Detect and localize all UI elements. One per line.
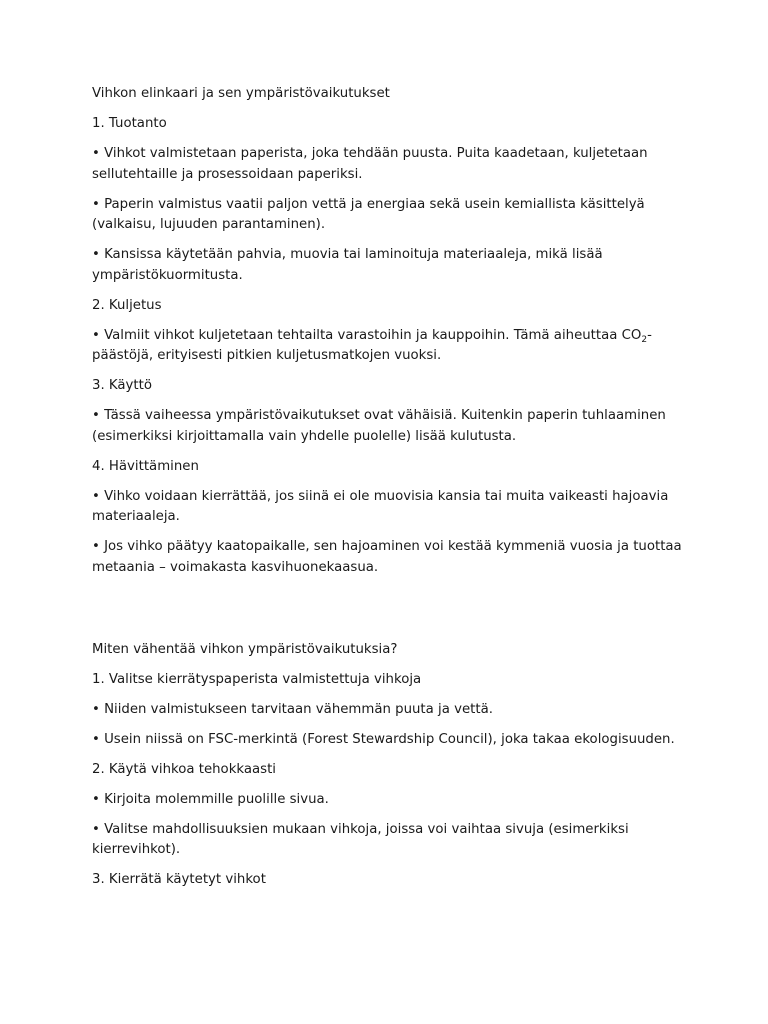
bullet-production-1: • Vihkot valmistetaan paperista, joka tehdään puusta. Puita kaadetaan, kuljetetaan sellutehtaille ja prosessoidaan paperiksi. [92,146,648,182]
co2-subscript: 2 [641,334,648,345]
heading-recycle: 3. Kierrätä käytetyt vihkot [92,872,266,887]
bullet-disposal-1: • Vihko voidaan kierrättää, jos siinä ei ole muovisia kansia tai muita vaikeasti hajoavia materiaaleja. [92,488,669,524]
bullet-transport-text-b: -päästöjä, erityisesti pitkien kuljetusmatkojen vuoksi. [92,327,652,363]
document-page [92,84,692,900]
heading-use: 3. Käyttö [92,378,152,393]
bullet-transport [92,326,692,367]
section-gap [92,588,692,640]
heading-recycled-paper: 1. Valitse kierrätyspaperista valmistettuja vihkoja [92,671,422,687]
bullet-use: • Tässä vaiheessa ympäristövaikutukset ovat vähäisiä. Kuitenkin paperin tuhlaaminen (esimerkiksi kirjoittamalla vain yhdelle puolelle) lisää kulutusta. [92,408,666,444]
bullet-production-3: • Kansissa käytetään pahvia, muovia tai laminoituja materiaaleja, mikä lisää ympäristökuormitusta. [92,247,603,283]
bullet-recycled-1: • Niiden valmistukseen tarvitaan vähemmän puuta ja vettä. [92,701,493,717]
heading-disposal: 4. Hävittäminen [92,458,199,474]
section2-title: Miten vähentää vihkon ympäristövaikutuksia? [92,641,398,657]
bullet-production-2: • Paperin valmistus vaatii paljon vettä ja energiaa sekä usein kemiallista käsittelyä (valkaisu, lujuuden parantaminen). [92,196,645,232]
bullet-recycled-2: • Usein niissä on FSC-merkintä (Forest Stewardship Council), joka takaa ekologisuuden. [92,731,675,747]
doc-title: Vihkon elinkaari ja sen ympäristövaikutukset [92,86,390,101]
bullet-transport-text-a: • Valmiit vihkot kuljetetaan tehtailta varastoihin ja kauppoihin. Tämä aiheuttaa CO [92,327,642,343]
bullet-efficient-2: • Valitse mahdollisuuksien mukaan vihkoja, joissa voi vaihtaa sivuja (esimerkiksi kierrevihkot). [92,821,629,857]
heading-transport: 2. Kuljetus [92,297,162,313]
heading-efficient-use: 2. Käytä vihkoa tehokkaasti [92,761,276,777]
heading-production: 1. Tuotanto [92,116,167,131]
bullet-disposal-2: • Jos vihko päätyy kaatopaikalle, sen hajoaminen voi kestää kymmeniä vuosia ja tuottaa metaania – voimakasta kasvihuonekaasua. [92,539,682,575]
bullet-efficient-1: • Kirjoita molemmille puolille sivua. [92,791,329,807]
